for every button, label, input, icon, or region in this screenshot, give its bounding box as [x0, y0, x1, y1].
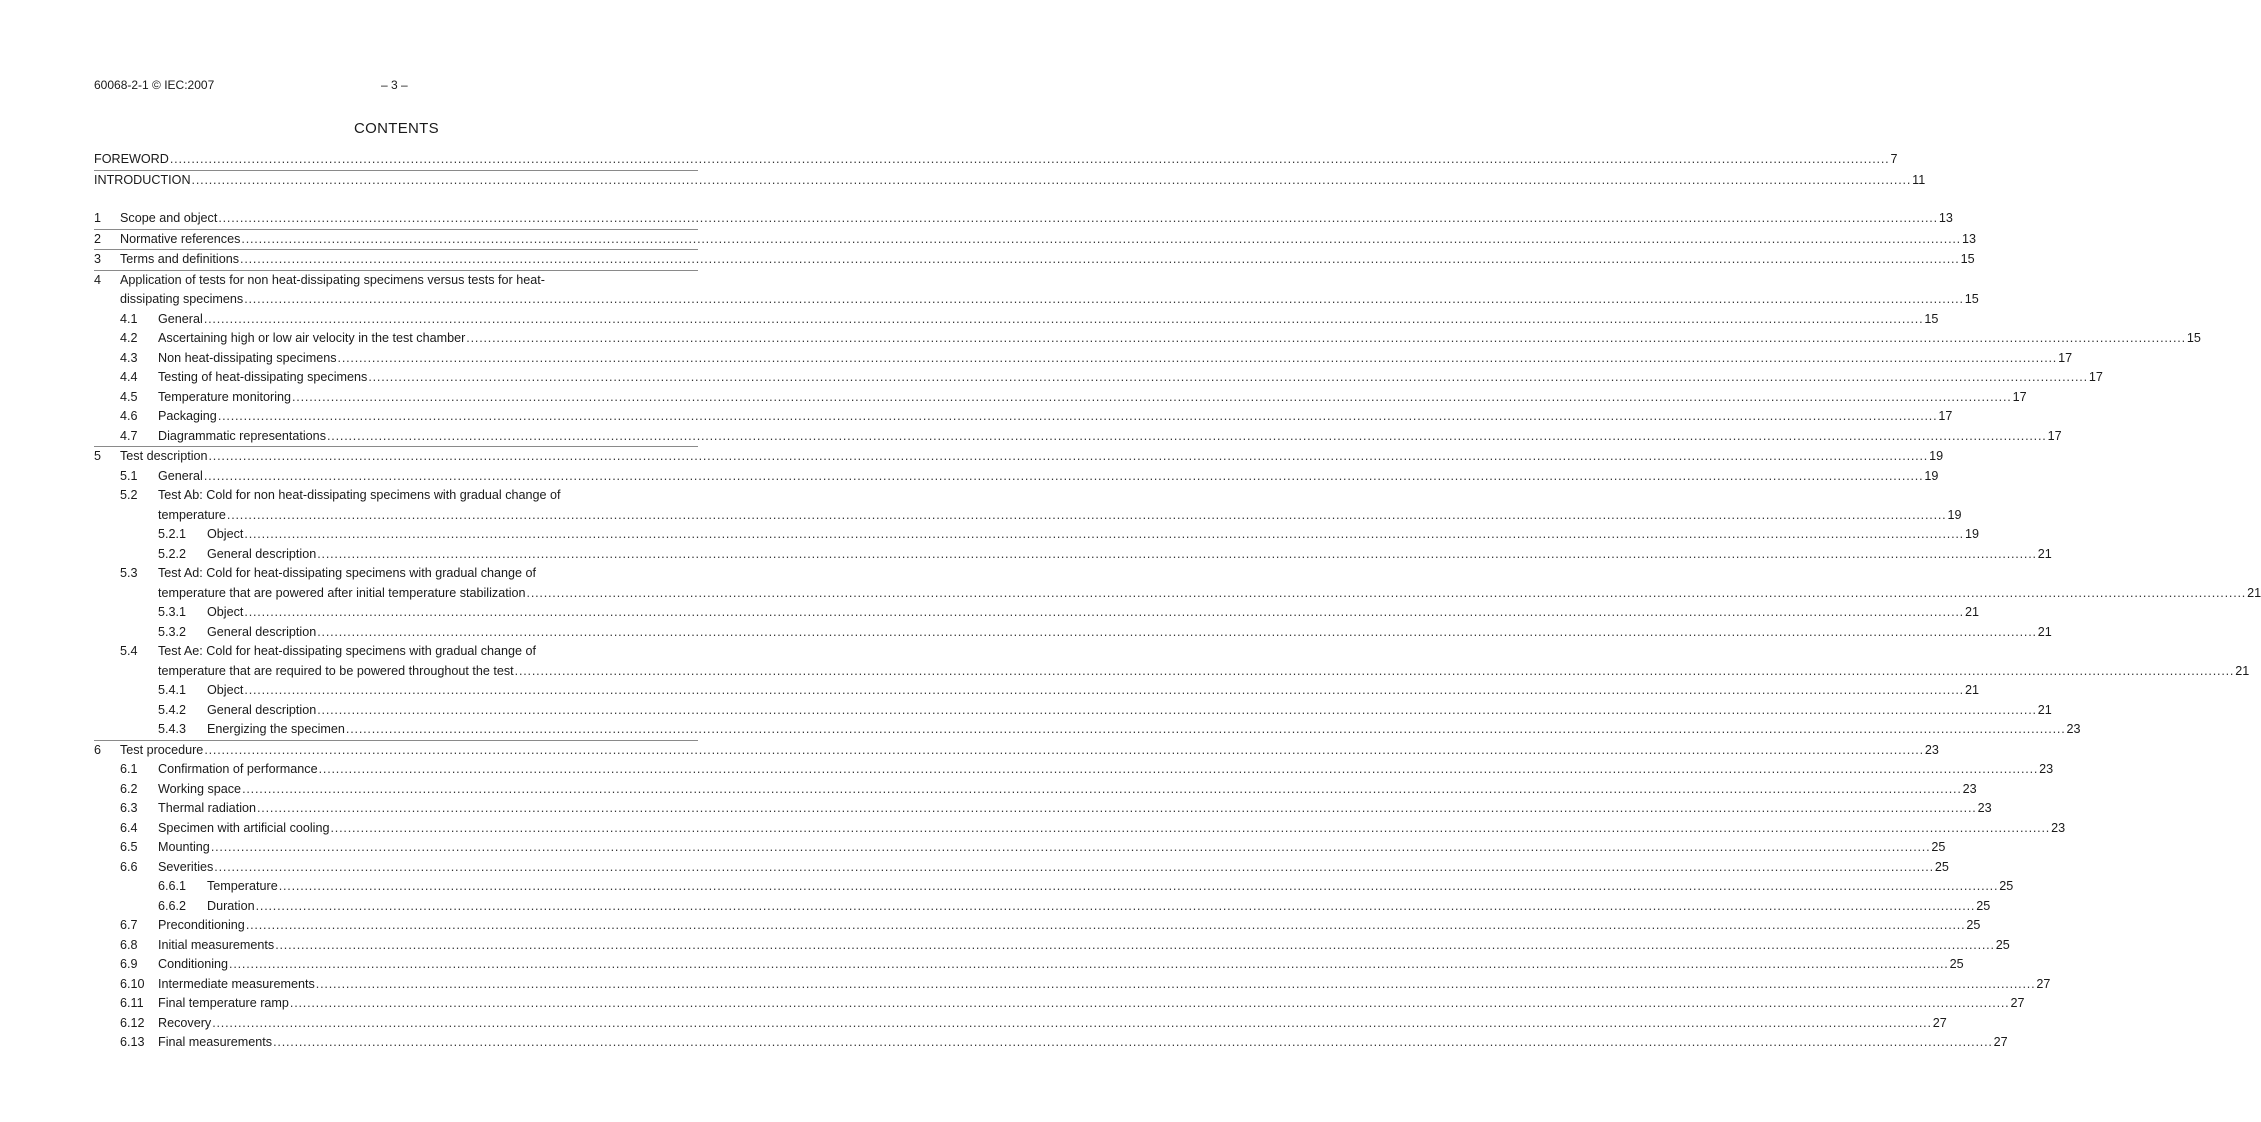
- toc-entry-page: 25: [1966, 918, 1981, 932]
- toc-entry-line: [207, 623, 2052, 643]
- toc-entry-number: 1: [94, 211, 102, 225]
- toc-entry-page: 23: [2039, 762, 2054, 776]
- toc-entry-page: 19: [1964, 527, 1979, 541]
- toc-leader-dots: ................................................................................................................................................................................................................................................................................................................................................................................................................: [257, 801, 1977, 815]
- toc-entry-line: [94, 150, 1898, 170]
- toc-entry-number: 6: [94, 742, 102, 757]
- toc-entry-title: Normative references: [120, 231, 241, 246]
- toc-entry[interactable]: [94, 1033, 2008, 1053]
- toc-entry[interactable]: [94, 525, 1979, 545]
- toc-entry-page: 15: [1964, 292, 1979, 306]
- toc-entry-page: 7: [1890, 152, 1898, 166]
- toc-entry-title-continued: temperature that are required to be powered throughout the test: [158, 663, 514, 678]
- toc-entry-line: [120, 250, 1975, 270]
- toc-entry-text-block: [207, 623, 2052, 643]
- toc-leader-dots: ................................................................................................................................................................................................................................................................................................................................................................................................................: [275, 937, 1995, 952]
- toc-entry-text-block: [120, 230, 1976, 250]
- toc-entry-line: [207, 897, 1991, 917]
- toc-entry-line: [158, 838, 1946, 858]
- header-page-number: – 3 –: [381, 78, 408, 92]
- toc-entry-page: 21: [1964, 683, 1979, 697]
- toc-leader-dots: ................................................................................................................................................................................................................................................................................................................................................................................................................: [273, 1035, 1993, 1049]
- toc-entry-page: 19: [1929, 449, 1944, 463]
- toc-entry-text-block: [120, 250, 1975, 270]
- toc-entry-text-block: [158, 799, 1992, 819]
- toc-entry[interactable]: [94, 1014, 1947, 1034]
- toc-entry-number: 6.1: [120, 762, 138, 776]
- toc-entry-page: 11: [1912, 172, 1926, 187]
- toc-entry-page: 25: [1976, 898, 1991, 913]
- toc-entry-text-block: [158, 427, 2062, 447]
- toc-entry-page: 25: [1931, 840, 1946, 854]
- toc-entry[interactable]: [94, 642, 2250, 681]
- toc-entry-text-block: [120, 271, 1979, 310]
- toc-entry-text-block: [120, 209, 1953, 229]
- toc-entry-title: Object: [207, 683, 244, 697]
- toc-entry[interactable]: [94, 368, 2103, 388]
- toc-entry-title: Temperature monitoring: [158, 389, 291, 404]
- toc-entry[interactable]: [94, 603, 1979, 623]
- toc-entry[interactable]: [94, 427, 2062, 447]
- toc-leader-dots: ................................................................................................................................................................................................................................................................................................................................................................................................................: [240, 252, 1960, 266]
- toc-entry-page: 21: [2037, 702, 2052, 717]
- toc-entry-text-block: [158, 407, 1953, 427]
- toc-entry-page: 23: [2066, 722, 2081, 736]
- toc-entry-line: [158, 994, 2025, 1014]
- toc-entry[interactable]: [94, 701, 2052, 721]
- toc-leader-dots: ................................................................................................................................................................................................................................................................................................................................................................................................................: [244, 292, 1964, 306]
- toc-entry-page: 21: [2247, 585, 2261, 600]
- toc-leader-dots: ................................................................................................................................................................................................................................................................................................................................................................................................................: [203, 468, 1924, 483]
- toc-leader-dots: ................................................................................................................................................................................................................................................................................................................................................................................................................: [214, 859, 1934, 874]
- toc-entry-title: Test Ad: Cold for heat-dissipating specimens with gradual change of: [158, 566, 537, 580]
- toc-leader-dots: ................................................................................................................................................................................................................................................................................................................................................................................................................: [242, 781, 1962, 796]
- toc-entry[interactable]: [94, 897, 1991, 917]
- toc-entry-text-block: [94, 150, 1898, 170]
- toc-entry-line: [207, 545, 2052, 565]
- toc-entry[interactable]: [94, 250, 1975, 270]
- toc-entry-text-block: [207, 525, 1979, 545]
- toc-entry[interactable]: [94, 720, 2081, 740]
- toc-entry-title: Test Ae: Cold for heat-dissipating specimens with gradual change of: [158, 644, 537, 658]
- toc-entry-number: 6.9: [120, 957, 138, 971]
- toc-entry-text-block: [158, 388, 2027, 408]
- toc-entry-title: Duration: [207, 898, 255, 913]
- toc-leader-dots: ................................................................................................................................................................................................................................................................................................................................................................................................................: [226, 507, 1947, 522]
- toc-entry-line: [158, 368, 2103, 388]
- toc-entry-text-block: [158, 310, 1939, 330]
- toc-entry-line: [120, 447, 1944, 467]
- toc-entry-page: 13: [1938, 211, 1953, 225]
- toc-entry-number: 5.4.3: [158, 722, 187, 736]
- toc-entry[interactable]: [94, 858, 1949, 878]
- toc-entry-line: [158, 799, 1992, 819]
- toc-entry-text-block: [158, 780, 1977, 800]
- toc-entry-number: 6.10: [120, 976, 145, 991]
- toc-entry-number: 5.3.1: [158, 605, 187, 619]
- toc-entry-number: 4: [94, 272, 102, 287]
- toc-entry-title: Specimen with artificial cooling: [158, 820, 330, 835]
- toc-entry-line: [158, 916, 1981, 936]
- toc-entry[interactable]: [94, 877, 2014, 897]
- toc-entry[interactable]: [94, 349, 2073, 369]
- toc-entry-page: 17: [1938, 409, 1953, 423]
- toc-leader-dots: ................................................................................................................................................................................................................................................................................................................................................................................................................: [218, 211, 1938, 225]
- toc-entry-title: Application of tests for non heat-dissipating specimens versus tests for heat-: [120, 272, 545, 287]
- toc-entry-number: 6.11: [120, 996, 144, 1010]
- toc-entry-title: Packaging: [158, 409, 217, 423]
- toc-entry-line: [120, 209, 1953, 229]
- toc-leader-dots: ................................................................................................................................................................................................................................................................................................................................................................................................................: [241, 231, 1961, 246]
- toc-entry-text-block: [158, 975, 2051, 995]
- toc-entry-number: 4.7: [120, 428, 138, 443]
- toc-entry-text-block: [158, 819, 2066, 839]
- toc-entry-title: Non heat-dissipating specimens: [158, 350, 337, 365]
- toc-entry-text-block: [207, 877, 2014, 897]
- toc-entry-title: General description: [207, 702, 317, 717]
- toc-entry[interactable]: [94, 975, 2051, 995]
- toc-entry-title: Terms and definitions: [120, 252, 240, 266]
- toc-entry-number: 5.1: [120, 468, 138, 483]
- toc-entry-text-block: [158, 936, 2010, 956]
- toc-entry-page: 13: [1961, 231, 1976, 246]
- toc-entry-line: [158, 975, 2051, 995]
- toc-leader-dots: ................................................................................................................................................................................................................................................................................................................................................................................................................: [292, 389, 2012, 404]
- toc-entry-page: 15: [2186, 331, 2201, 345]
- toc-entry-number: 4.4: [120, 370, 138, 384]
- toc-leader-dots: ................................................................................................................................................................................................................................................................................................................................................................................................................: [203, 311, 1924, 326]
- toc-entry-page: 27: [2010, 996, 2025, 1010]
- toc-entry-text-block: [158, 564, 2261, 603]
- toc-entry[interactable]: [94, 447, 1944, 467]
- toc-entry-page: 23: [2051, 820, 2066, 835]
- toc-entry-number: 5.2: [120, 488, 138, 502]
- toc-entry-title: Intermediate measurements: [158, 976, 315, 991]
- toc-entry-number: 6.5: [120, 840, 138, 854]
- toc-entry[interactable]: [94, 310, 1939, 330]
- toc-leader-dots: ................................................................................................................................................................................................................................................................................................................................................................................................................: [466, 331, 2186, 345]
- toc-entry[interactable]: [94, 486, 1962, 525]
- toc-entry-number: 3: [94, 252, 102, 266]
- toc-entry[interactable]: [94, 209, 1953, 229]
- toc-entry-page: 23: [1977, 801, 1992, 815]
- toc-entry-page: 25: [1949, 957, 1964, 971]
- toc-entry-page: 25: [1995, 937, 2010, 952]
- toc-leader-dots: ................................................................................................................................................................................................................................................................................................................................................................................................................: [327, 428, 2047, 443]
- toc-entry-text-block: [158, 349, 2073, 369]
- toc-entry[interactable]: [94, 916, 1981, 936]
- toc-entry-text-block: [158, 955, 1964, 975]
- toc-entry-title: Preconditioning: [158, 918, 245, 932]
- toc-entry[interactable]: [94, 994, 2025, 1014]
- toc-entry[interactable]: [94, 407, 1953, 427]
- toc-entry-title: Confirmation of performance: [158, 762, 318, 776]
- toc-entry-line: [158, 584, 2261, 604]
- toc-entry-title: General description: [207, 624, 317, 639]
- toc-entry-number: 5.4: [120, 644, 138, 658]
- toc-entry[interactable]: [94, 271, 1979, 310]
- toc-entry-text-block: [207, 681, 1979, 701]
- toc-entry[interactable]: [94, 329, 2201, 349]
- toc-entry-text-block: [120, 741, 1939, 761]
- toc-leader-dots: ................................................................................................................................................................................................................................................................................................................................................................................................................: [315, 976, 2036, 991]
- toc-entry-line: [158, 349, 2073, 369]
- toc-entry[interactable]: [94, 564, 2261, 603]
- toc-entry-title: Test Ab: Cold for non heat-dissipating specimens with gradual change of: [158, 488, 561, 502]
- toc-entry[interactable]: [94, 819, 2066, 839]
- toc-entry-number: 4.1: [120, 311, 138, 326]
- toc-entry-text-block: [158, 486, 1962, 525]
- toc-entry-line: [158, 780, 1977, 800]
- toc-entry-title: Temperature: [207, 879, 278, 893]
- toc-entry-number: 5.4.2: [158, 702, 187, 717]
- header-document-id: 60068-2-1 © IEC:2007: [94, 78, 215, 92]
- toc-entry-page: 19: [1924, 468, 1939, 483]
- toc-leader-dots: ................................................................................................................................................................................................................................................................................................................................................................................................................: [245, 918, 1966, 932]
- toc-entry-page: 23: [1962, 781, 1977, 796]
- toc-entry-title: Final temperature ramp: [158, 996, 289, 1010]
- toc-entry-page: 21: [2235, 663, 2250, 678]
- toc-leader-dots: ................................................................................................................................................................................................................................................................................................................................................................................................................: [317, 546, 2037, 561]
- toc-entry[interactable]: [94, 230, 1976, 250]
- toc-leader-dots: ................................................................................................................................................................................................................................................................................................................................................................................................................: [244, 683, 1964, 697]
- table-of-contents: [94, 150, 2261, 1053]
- toc-entry-number: 2: [94, 231, 102, 246]
- toc-entry-text-block: [158, 838, 1946, 858]
- toc-entry-number: 6.12: [120, 1015, 145, 1030]
- toc-entry-number: 5.4.1: [158, 683, 187, 697]
- toc-entry-number: 6.13: [120, 1035, 145, 1049]
- toc-leader-dots: ................................................................................................................................................................................................................................................................................................................................................................................................................: [368, 370, 2088, 384]
- toc-entry[interactable]: [94, 799, 1992, 819]
- toc-entry-line: [158, 936, 2010, 956]
- toc-entry-title: Object: [207, 605, 244, 619]
- toc-entry-number: 6.2: [120, 781, 138, 796]
- toc-entry-line: [158, 955, 1964, 975]
- toc-entry-line: [158, 1033, 2008, 1053]
- toc-entry-text-block: [94, 171, 1926, 191]
- toc-entry-title: INTRODUCTION: [94, 172, 191, 187]
- toc-entry-title: Recovery: [158, 1015, 212, 1030]
- toc-entry-page: 21: [1964, 605, 1979, 619]
- toc-entry-line: [120, 290, 1979, 310]
- toc-entry-title: Object: [207, 527, 244, 541]
- toc-entry-title: Scope and object: [120, 211, 218, 225]
- toc-entry-title: Mounting: [158, 840, 210, 854]
- toc-entry-text-block: [207, 897, 1991, 917]
- toc-entry-text-block: [158, 916, 1981, 936]
- toc-entry[interactable]: [94, 545, 2052, 565]
- toc-entry-text-block: [158, 329, 2201, 349]
- toc-entry-line: [207, 681, 1979, 701]
- toc-entry-number: 6.6.1: [158, 879, 187, 893]
- toc-entry-title: General: [158, 311, 203, 326]
- toc-entry-text-block: [207, 603, 1979, 623]
- toc-entry-line: [207, 525, 1979, 545]
- toc-entry-text-block: [207, 545, 2052, 565]
- toc-entry-page: 17: [2088, 370, 2103, 384]
- toc-entry-line: [158, 760, 2054, 780]
- page-title: CONTENTS: [354, 120, 439, 137]
- toc-entry-title: Initial measurements: [158, 937, 275, 952]
- toc-entry[interactable]: [94, 760, 2054, 780]
- toc-leader-dots: ................................................................................................................................................................................................................................................................................................................................................................................................................: [210, 840, 1931, 854]
- toc-entry-text-block: [158, 858, 1949, 878]
- toc-entry-number: 6.4: [120, 820, 138, 835]
- toc-entry-line: [158, 662, 2250, 682]
- toc-entry-line: [158, 506, 1962, 526]
- toc-leader-dots: ................................................................................................................................................................................................................................................................................................................................................................................................................: [317, 624, 2037, 639]
- toc-entry[interactable]: [94, 955, 1964, 975]
- toc-leader-dots: ................................................................................................................................................................................................................................................................................................................................................................................................................: [204, 742, 1924, 757]
- toc-entry-page: 27: [2036, 976, 2051, 991]
- toc-entry-line: [120, 230, 1976, 250]
- toc-leader-dots: ................................................................................................................................................................................................................................................................................................................................................................................................................: [317, 702, 2037, 717]
- toc-entry-text-block: [207, 720, 2081, 740]
- toc-entry-page: 25: [1934, 859, 1949, 874]
- toc-entry-line: [207, 603, 1979, 623]
- toc-entry-title-continued: dissipating specimens: [120, 292, 244, 306]
- toc-leader-dots: ................................................................................................................................................................................................................................................................................................................................................................................................................: [169, 152, 1890, 166]
- toc-entry-number: 6.6: [120, 859, 138, 874]
- toc-leader-dots: ................................................................................................................................................................................................................................................................................................................................................................................................................: [208, 449, 1929, 463]
- toc-entry-title: Working space: [158, 781, 242, 796]
- toc-entry-title: Test procedure: [120, 742, 204, 757]
- toc-entry-number: 4.3: [120, 350, 138, 365]
- toc-leader-dots: ................................................................................................................................................................................................................................................................................................................................................................................................................: [244, 605, 1964, 619]
- toc-entry[interactable]: [94, 838, 1946, 858]
- toc-entry-text-block: [158, 760, 2054, 780]
- toc-entry-page: 15: [1960, 252, 1975, 266]
- toc-entry-line: [158, 427, 2062, 447]
- toc-entry-page: 17: [2012, 389, 2027, 404]
- toc-entry-text-block: [158, 994, 2025, 1014]
- toc-entry[interactable]: [94, 171, 1926, 191]
- toc-leader-dots: ................................................................................................................................................................................................................................................................................................................................................................................................................: [318, 762, 2039, 776]
- toc-entry-page: 21: [2037, 624, 2052, 639]
- toc-leader-dots: ................................................................................................................................................................................................................................................................................................................................................................................................................: [278, 879, 1999, 893]
- toc-entry-title: Conditioning: [158, 957, 229, 971]
- toc-entry[interactable]: [94, 936, 2010, 956]
- toc-entry-line: [158, 407, 1953, 427]
- toc-entry-line: [94, 171, 1926, 191]
- toc-entry-line: [207, 877, 2014, 897]
- toc-entry-number: 4.5: [120, 389, 138, 404]
- toc-entry-text-block: [158, 1033, 2008, 1053]
- toc-entry-page: 27: [1932, 1015, 1947, 1030]
- toc-leader-dots: ................................................................................................................................................................................................................................................................................................................................................................................................................: [330, 820, 2051, 835]
- toc-entry-title-continued: temperature that are powered after initial temperature stabilization: [158, 585, 526, 600]
- toc-entry[interactable]: [94, 623, 2052, 643]
- toc-entry-title: Diagrammatic representations: [158, 428, 326, 443]
- toc-entry-title: Ascertaining high or low air velocity in the test chamber: [158, 331, 466, 345]
- toc-entry-line: [207, 720, 2081, 740]
- toc-entry-text-block: [158, 642, 2250, 681]
- toc-entry-page: 23: [1924, 742, 1939, 757]
- toc-leader-dots: ................................................................................................................................................................................................................................................................................................................................................................................................................: [212, 1015, 1932, 1030]
- toc-entry-title: Thermal radiation: [158, 801, 256, 815]
- toc-entry-page: 17: [2058, 350, 2073, 365]
- toc-entry[interactable]: [94, 741, 1939, 761]
- toc-entry-title: Final measurements: [158, 1035, 273, 1049]
- toc-entry-number: 5.3: [120, 566, 138, 580]
- toc-entry-text-block: [207, 701, 2052, 721]
- toc-entry[interactable]: [94, 467, 1939, 487]
- toc-entry-line: [158, 329, 2201, 349]
- toc-entry-line: [120, 741, 1939, 761]
- toc-leader-dots: ................................................................................................................................................................................................................................................................................................................................................................................................................: [337, 350, 2058, 365]
- toc-entry-number: 4.2: [120, 331, 138, 345]
- toc-entry-title: Test description: [120, 449, 208, 463]
- toc-entry-title: Testing of heat-dissipating specimens: [158, 370, 368, 384]
- toc-entry-line: [158, 819, 2066, 839]
- toc-entry-text-block: [158, 1014, 1947, 1034]
- toc-entry-page: 27: [1993, 1035, 2008, 1049]
- toc-entry-number: 5: [94, 449, 102, 463]
- toc-entry-title: Energizing the specimen: [207, 722, 345, 736]
- toc-entry-text-block: [120, 447, 1944, 467]
- toc-entry-title: General description: [207, 546, 317, 561]
- toc-entry-number: 5.2.1: [158, 527, 187, 541]
- toc-entry-number: 5.2.2: [158, 546, 187, 561]
- toc-entry-number: 6.6.2: [158, 898, 187, 913]
- toc-entry-number: 6.8: [120, 937, 138, 952]
- toc-entry[interactable]: [94, 681, 1979, 701]
- toc-entry-text-block: [158, 368, 2103, 388]
- toc-entry-line: [158, 1014, 1947, 1034]
- toc-leader-dots: ................................................................................................................................................................................................................................................................................................................................................................................................................: [526, 585, 2247, 600]
- toc-leader-dots: ................................................................................................................................................................................................................................................................................................................................................................................................................: [191, 172, 1912, 187]
- toc-entry-title: General: [158, 468, 203, 483]
- toc-entry-number: 6.3: [120, 801, 138, 815]
- toc-entry-number: 6.7: [120, 918, 138, 932]
- toc-entry[interactable]: [94, 388, 2027, 408]
- toc-entry-page: 15: [1924, 311, 1939, 326]
- toc-entry-page: 19: [1947, 507, 1962, 522]
- toc-leader-dots: ................................................................................................................................................................................................................................................................................................................................................................................................................: [229, 957, 1949, 971]
- toc-leader-dots: ................................................................................................................................................................................................................................................................................................................................................................................................................: [345, 722, 2066, 736]
- toc-leader-dots: ................................................................................................................................................................................................................................................................................................................................................................................................................: [289, 996, 2010, 1010]
- toc-entry-title: FOREWORD: [94, 152, 169, 166]
- toc-leader-dots: ................................................................................................................................................................................................................................................................................................................................................................................................................: [244, 527, 1964, 541]
- toc-entry-page: 25: [1999, 879, 2014, 893]
- toc-leader-dots: ................................................................................................................................................................................................................................................................................................................................................................................................................: [514, 663, 2235, 678]
- toc-entry-page: 21: [2037, 546, 2052, 561]
- toc-entry-number: 4.6: [120, 409, 138, 423]
- toc-entry-page: 17: [2047, 428, 2062, 443]
- toc-leader-dots: ................................................................................................................................................................................................................................................................................................................................................................................................................: [255, 898, 1976, 913]
- toc-entry-title: Severities: [158, 859, 214, 874]
- toc-entry-line: [158, 467, 1939, 487]
- toc-entry[interactable]: [94, 150, 1898, 170]
- toc-entry-title-continued: temperature: [158, 507, 226, 522]
- toc-gap: [94, 190, 698, 209]
- toc-entry-line: [158, 310, 1939, 330]
- toc-entry-line: [207, 701, 2052, 721]
- toc-entry-number: 5.3.2: [158, 624, 187, 639]
- toc-entry-line: [158, 388, 2027, 408]
- toc-leader-dots: ................................................................................................................................................................................................................................................................................................................................................................................................................: [217, 409, 1938, 423]
- toc-entry-line: [158, 858, 1949, 878]
- toc-entry-text-block: [158, 467, 1939, 487]
- toc-entry[interactable]: [94, 780, 1977, 800]
